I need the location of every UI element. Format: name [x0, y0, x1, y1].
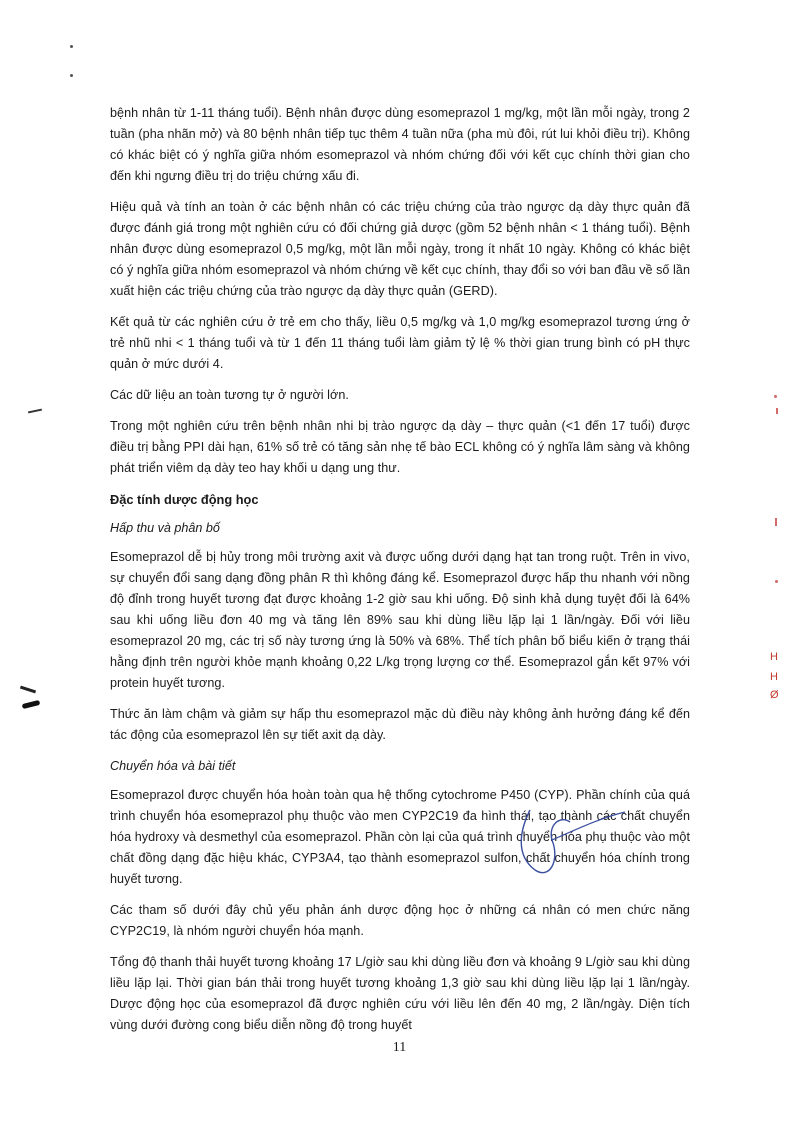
paragraph: Kết quả từ các nghiên cứu ở trẻ em cho thấy, liều 0,5 mg/kg và 1,0 mg/kg esomeprazol tương ứng ở trẻ nhũ nhi < 1 tháng tuổi và từ 1 đến 11 tháng tuổi làm giảm tỷ lệ % thời gian trung bình có pH thực quản ở mức dưới 4. — [110, 315, 690, 371]
paragraph: Thức ăn làm chậm và giảm sự hấp thu esomeprazol mặc dù điều này không ảnh hưởng đáng kể đến tác động của esomeprazol lên sự tiết axit dạ dày. — [110, 707, 690, 742]
subsection-heading: Chuyển hóa và bài tiết — [110, 759, 236, 773]
paragraph: Trong một nghiên cứu trên bệnh nhân nhi bị trào ngược dạ dày – thực quản (<1 đến 17 tuổi) được điều trị bằng PPI dài hạn, 61% số trẻ có tăng sản nhẹ tế bào ECL không có ý nghĩa lâm sàng và không phát triển viêm dạ dày teo hay khối u dạng ung thư. — [110, 419, 690, 475]
paragraph: Các dữ liệu an toàn tương tự ở người lớn. — [110, 388, 349, 402]
paragraph: Hiệu quả và tính an toàn ở các bệnh nhân có các triệu chứng của trào ngược dạ dày thực quản đã được đánh giá trong một nghiên cứu có đối chứng giả dược (gồm 52 bệnh nhân < 1 tháng tuổi). Bệnh nhân được dùng esomeprazol 0,5 mg/kg, một lần mỗi ngày, trong ít nhất 10 ngày. Không có khác biệt có ý nghĩa giữa nhóm esomeprazol và nhóm chứng về kết cục chính, thay đổi so với ban đầu về số lần xuất hiện các triệu chứng của trào ngược dạ dày thực quản (GERD). — [110, 200, 690, 298]
section-heading: Đặc tính dược động học — [110, 492, 259, 507]
paragraph: bệnh nhân từ 1-11 tháng tuổi). Bệnh nhân được dùng esomeprazol 1 mg/kg, một lần mỗi ngày, trong 2 tuần (pha nhãn mở) và 80 bệnh nhân tiếp tục thêm 4 tuần nữa (pha mù đôi, rút lui khỏi điều trị). Không có khác biệt có ý nghĩa giữa nhóm esomeprazol và nhóm chứng đối với kết cục chính thời gian cho đến khi ngưng điều trị do triệu chứng xấu đi. — [110, 106, 690, 183]
stamp-letter: H — [770, 651, 778, 663]
paragraph: Esomeprazol được chuyển hóa hoàn toàn qua hệ thống cytochrome P450 (CYP). Phần chính của quá trình chuyển hóa esomeprazol phụ thuộc vào men CYP2C19 đa hình thái, tạo thành các chất chuyển hóa hydroxy và desmethyl của esomeprazol. Phần còn lại của quá trình chuyển hóa phụ thuộc vào một chất đồng dạng đặc hiệu khác, CYP3A4, tạo thành esomeprazol sulfon, chất chuyển hóa chính trong huyết tương. — [110, 788, 690, 886]
stamp-letter: H — [770, 671, 778, 683]
page-number: 11 — [392, 1040, 407, 1055]
paragraph: Các tham số dưới đây chủ yếu phản ánh dược động học ở những cá nhân có men chức năng CYP2C19, là nhóm người chuyển hóa mạnh. — [110, 903, 690, 938]
paragraph: Tổng độ thanh thải huyết tương khoảng 17 L/giờ sau khi dùng liều đơn và khoảng 9 L/giờ sau khi dùng liều lặp lại. Thời gian bán thải trong huyết tương khoảng 1,3 giờ sau khi dùng liều lặp lại 1 lần/ngày. Dược động học của esomeprazol đã được nghiên cứu với liều lên đến 40 mg, 2 lần/ngày. Diện tích vùng dưới đường cong biểu diễn nồng độ trong huyết — [110, 955, 690, 1032]
paragraph: Esomeprazol dễ bị hủy trong môi trường axit và được uống dưới dạng hạt tan trong ruột. Trên in vivo, sự chuyển đổi sang dạng đồng phân R thì không đáng kể. Esomeprazol được hấp thu nhanh với nồng độ đỉnh trong huyết tương đạt được khoảng 1-2 giờ sau khi uống. Độ sinh khả dụng tuyệt đối là 64% sau khi uống liều đơn 40 mg và tăng lên 89% sau khi dùng liều lặp lại 1 lần/ngày. Đối với liều esomeprazol 20 mg, các trị số này tương ứng là 50% và 68%. Thể tích phân bố biểu kiến ở trạng thái hằng định trên người khỏe mạnh khoảng 0,22 L/kg trọng lượng cơ thể. Esomeprazol gắn kết 97% với protein huyết tương. — [110, 550, 690, 690]
stamp-letter: Ø — [770, 689, 779, 701]
subsection-heading: Hấp thu và phân bố — [110, 521, 220, 535]
